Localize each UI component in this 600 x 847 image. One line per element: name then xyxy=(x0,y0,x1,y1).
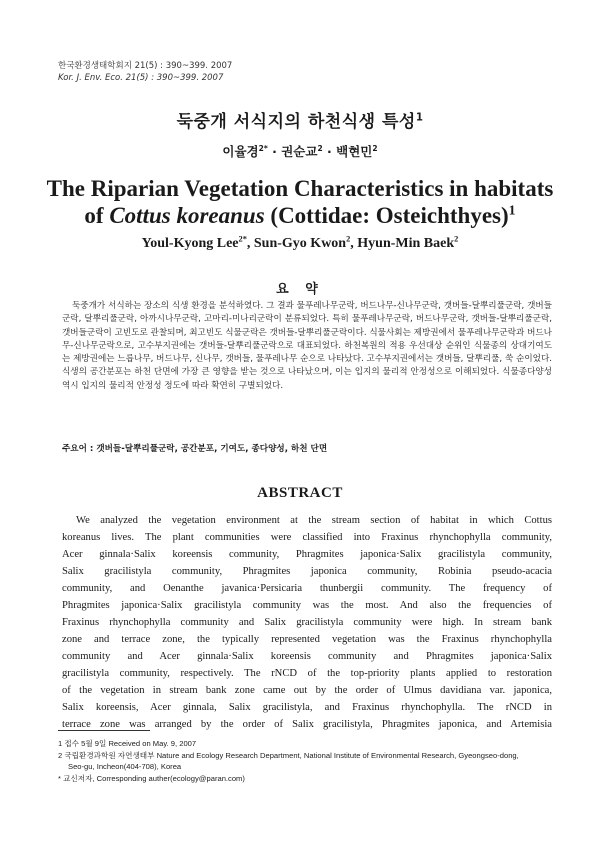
footnote-corresponding: * 교신저자, Corresponding auther(ecology@paran.com) xyxy=(58,773,245,783)
author-ko-separator: · xyxy=(267,144,282,159)
author-en-2-mark: 2 xyxy=(346,234,351,244)
abstract-line: Acer ginnala·Salix koreensis community, Phragmites japonica·Salix gracilistyla community, xyxy=(62,549,552,560)
abstract-line: community and Acer ginnala·Salix koreensis community and Phragmites japonica·Salix xyxy=(62,651,552,662)
title-korean-text: 둑중개 서식지의 하천식생 특성 xyxy=(176,112,416,132)
author-ko-1-mark: 2* xyxy=(258,143,268,153)
journal-citation-en: Kor. J. Env. Eco. 21(5) : 390~399. 2007 xyxy=(58,73,224,83)
author-en-2: Sun-Gyo Kwon xyxy=(253,236,347,251)
title-english-line2: of Cottus koreanus (Cottidae: Osteichthyes)$^1$ xyxy=(84,202,516,228)
footnote-affiliation-cont: Seo-gu, Incheon(404-708), Korea xyxy=(68,762,182,771)
keywords-list: 갯버들-달뿌리풀군락, 공간분포, 기여도, 종다양성, 하천 단면 xyxy=(96,444,328,454)
abstract-heading-english: ABSTRACT xyxy=(257,485,343,501)
author-ko-1: 이율경 xyxy=(222,144,259,159)
abstract-line: community, and Oenanthe javanica·Persicaria thunbergii community. The frequency of xyxy=(62,583,552,594)
abstract-line: We analyzed the vegetation environment at the stream section of habitat in which Cottus xyxy=(76,515,552,526)
title-english-footnote-mark: 1 xyxy=(508,202,516,218)
abstract-korean: 둑중개가 서식하는 장소의 식생 환경을 분석하였다. 그 결과 물푸레나무군락, 버드나무-신나무군락, 갯버들-달뿌리풀군락, 갯버들군락, 달뿌리풀군락, 아까시나무군락, 고마리-미나리군락이 분류되었다. 특히 물푸레나무군락, 버드나무군락, 갯버들-달뿌리풀군락, 갯버들군락이 고빈도로 관찰되며, 최고빈도 식물군락은 갯버들-달뿌리풀군락이다. 식물사회는 제방권에서 물푸레나무군락과 버드나무-신나무군락으로, 고수부지권에는 갯버들-달뿌리풀군락으로 대표되었다. 하천복원의 적용 우선대상 순위인 식물종의 상대기여도는 제방권에는 느릅나무, 버드나무, 신나무, 갯버들, 물푸레나무 순으로 나타났다. 고수부지권에서는 갯버들, 달뿌리풀, 쑥 순이었다. 식생의 공간분포는 하천 단면에 가장 큰 영향을 받는 것으로 나타났으며, 이는 입지의 물리적 안정성으로 이해되었다. 식물종다양성 역시 입지의 물리적 안정성 정도에 따라 확연히 구별되었다. xyxy=(62,301,552,391)
authors-english: Youl-Kyong Lee$^{2*}$, Sun-Gyo Kwon$^2$, Hyun-Min Baek$^2$ xyxy=(141,234,459,251)
species-name: Cottus koreanus xyxy=(109,203,265,228)
title-english-line1: The Riparian Vegetation Characteristics in habitats xyxy=(46,176,554,201)
footnote-divider xyxy=(58,730,150,731)
abstract-line: terrace zone was arranged by the order of Salix gracilistyla, Phragmites japonica, and Artemisia xyxy=(62,719,552,730)
journal-citation xyxy=(58,60,232,84)
authors-korean xyxy=(0,142,600,160)
author-en-1: Youl-Kyong Lee xyxy=(141,236,239,251)
author-en-3: Hyun-Min Baek xyxy=(357,236,455,251)
abstract-line: koreanus lives. The plant communities were classified into Fraxinus rhynchophylla community, xyxy=(62,532,552,543)
footnote-received: 1 접수 5월 9일 Received on May. 9, 2007 xyxy=(58,739,197,748)
abstract-line: Salix gracilistyla community, Phragmites japonica community, Robinia pseudo-acacia xyxy=(62,566,552,577)
author-ko-separator: · xyxy=(322,144,337,159)
abstract-line: Fraxinus rhynchophylla community and Salix gracilistyla community were high. In stream bank xyxy=(62,617,552,628)
abstract-line: Phragmites japonica·Salix gracilistyla community was the most. And also the frequencies of xyxy=(62,600,552,611)
title-english xyxy=(0,175,600,229)
author-en-1-mark: 2* xyxy=(238,234,247,244)
keywords xyxy=(62,442,552,454)
abstract-line: zone and terrace zone, the typically represented vegetation was the Fraxinus rhynchophylla xyxy=(62,634,552,645)
author-ko-2-mark: 2 xyxy=(317,143,323,153)
abstract-line: Salix koreensis, Acer ginnala, Salix gracilistyla, and Fraxinus rhynchophylla. The rNCD in xyxy=(62,702,552,713)
footnotes xyxy=(58,738,558,784)
footnote-affiliation: 2 국립환경과학원 자연생태부 Nature and Ecology Research Department, National Institute of Environmental Research, Gyeongseo-dong, xyxy=(58,750,519,760)
keywords-label: 주요어 : xyxy=(62,444,97,454)
abstract-heading-korean: 요 약 xyxy=(276,282,324,297)
author-ko-3-mark: 2 xyxy=(372,143,378,153)
abstract-english xyxy=(62,512,552,733)
author-ko-3: 백현민 xyxy=(336,144,373,159)
journal-citation-ko: 한국환경생태학회지 21(5) : 390~399. 2007 xyxy=(58,61,233,71)
abstract-line: of the vegetation in stream bank zone came out by the order of Ulmus davidiana var. japonica, xyxy=(62,685,552,696)
author-en-3-mark: 2 xyxy=(454,234,459,244)
abstract-line: gracilistyla community, respectively. The rNCD of the top-priority plants applied to restoration xyxy=(62,668,552,679)
title-korean xyxy=(0,107,600,132)
title-korean-footnote-mark: 1 xyxy=(415,112,424,124)
author-ko-2: 권순교 xyxy=(281,144,318,159)
